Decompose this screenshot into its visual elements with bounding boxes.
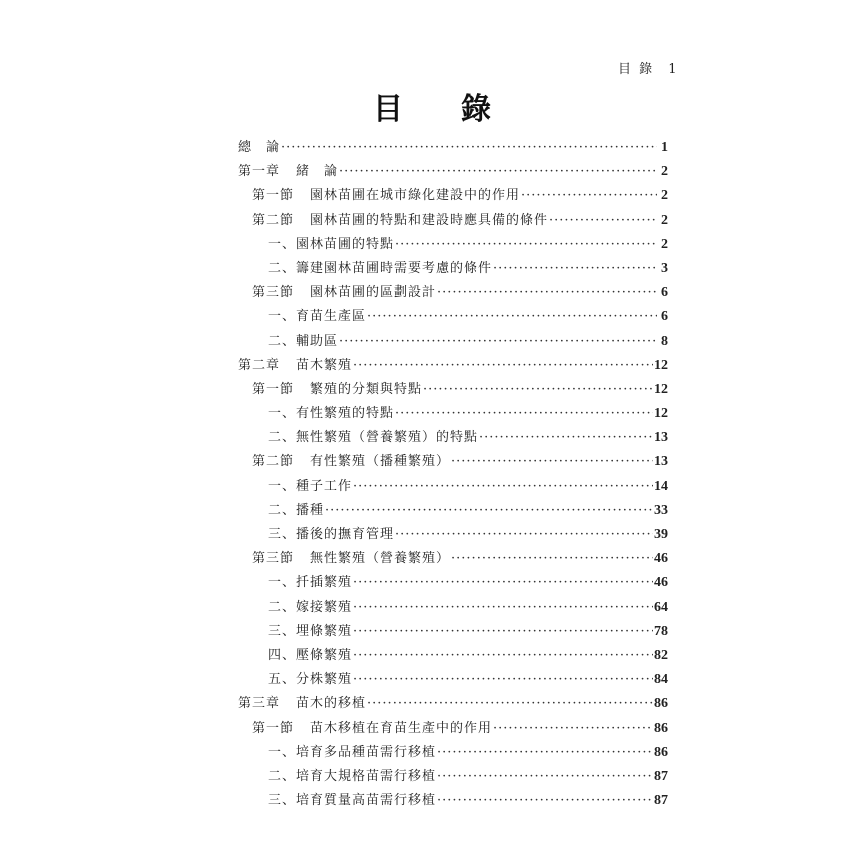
toc-entry-text: 培育多品種苗需行移植: [296, 744, 437, 760]
toc-entry-page-number: 46: [654, 575, 668, 591]
dot-leader: [493, 717, 653, 741]
toc-entry-label: [268, 257, 492, 281]
toc-entry-label: [238, 354, 352, 378]
toc-entry-page-number: 64: [654, 599, 668, 615]
dot-leader: [395, 402, 653, 426]
toc-entry-page-number: 6: [661, 285, 668, 301]
dot-leader: [395, 523, 653, 547]
table-of-contents: [238, 136, 668, 813]
toc-entry: [238, 620, 668, 644]
dot-leader: [353, 620, 653, 644]
toc-entry: [238, 523, 668, 547]
toc-entry-page-number: 3: [661, 260, 668, 276]
toc-entry-text: 園林苗圃在城市綠化建設中的作用: [310, 188, 521, 204]
dot-leader: [367, 305, 657, 329]
page-title-char-2: 錄: [461, 92, 491, 127]
toc-entry-page-number: 78: [654, 623, 668, 639]
toc-entry: [238, 305, 668, 329]
toc-entry-page-number: 86: [654, 720, 668, 736]
toc-entry-text: 無性繁殖（營養繁殖）: [310, 551, 451, 567]
toc-entry-text: 播後的撫育管理: [296, 527, 395, 542]
toc-entry-prefix: 四、: [268, 647, 297, 663]
toc-entry-page-number: 6: [661, 309, 668, 325]
toc-entry-page-number: 2: [661, 188, 668, 204]
toc-entry-page-number: 46: [654, 551, 668, 567]
toc-entry-text: 籌建園林苗圃時需要考慮的條件: [296, 260, 493, 276]
toc-entry-label: [252, 209, 548, 233]
toc-entry-page-number: 1: [661, 140, 668, 155]
dot-leader: [549, 209, 657, 233]
toc-entry-prefix: 第一節: [252, 381, 295, 397]
toc-entry-label: [268, 475, 352, 499]
toc-entry-text: 育苗生產區: [296, 309, 367, 325]
toc-entry-label: [238, 136, 280, 160]
page-title: [373, 84, 491, 128]
dot-leader: [353, 668, 653, 692]
toc-entry-page-number: 2: [661, 164, 668, 180]
toc-entry-prefix: 三、: [268, 527, 297, 542]
toc-entry-page-number: 2: [661, 236, 668, 252]
toc-entry-text: 無性繁殖（營養繁殖）的特點: [296, 430, 479, 446]
toc-entry-label: [268, 330, 338, 354]
toc-entry-prefix: 第三節: [252, 551, 295, 567]
running-header-page-number: 1: [668, 62, 679, 77]
toc-entry: [238, 499, 668, 523]
toc-entry-label: [252, 184, 520, 208]
toc-entry: [238, 354, 668, 378]
toc-entry-text: 繁殖的分類與特點: [310, 381, 423, 397]
toc-entry-prefix: 一、: [268, 478, 297, 494]
toc-entry-text: 培育大規格苗需行移植: [296, 768, 437, 784]
toc-entry: [238, 668, 668, 692]
toc-entry-page-number: 87: [654, 793, 668, 809]
toc-entry-prefix: 一、: [268, 744, 297, 760]
toc-entry-text: 園林苗圃的區劃設計: [310, 285, 437, 301]
toc-entry: [238, 765, 668, 789]
toc-entry-label: [268, 523, 394, 547]
toc-entry-text: 園林苗圃的特點和建設時應具備的條件: [310, 212, 549, 228]
dot-leader: [367, 692, 653, 716]
toc-entry: [238, 378, 668, 402]
toc-entry-label: [268, 765, 436, 789]
toc-entry-text: 埋條繁殖: [296, 623, 353, 639]
toc-entry-label: [252, 547, 450, 571]
toc-entry: [238, 233, 668, 257]
toc-entry-label: [268, 741, 436, 765]
dot-leader: [437, 741, 653, 765]
toc-entry-page-number: 2: [661, 212, 668, 228]
toc-entry-page-number: 8: [661, 333, 668, 349]
toc-entry-prefix: 一、: [268, 575, 297, 591]
dot-leader: [521, 184, 657, 208]
toc-entry: [238, 402, 668, 426]
toc-entry: [238, 741, 668, 765]
toc-entry-text: 苗木的移植: [296, 696, 367, 712]
dot-leader: [281, 136, 657, 160]
dot-leader: [395, 233, 657, 257]
toc-entry: [238, 450, 668, 474]
toc-entry: [238, 257, 668, 281]
dot-leader: [451, 547, 653, 571]
toc-entry-prefix: 第二章: [238, 357, 281, 373]
toc-entry-label: [268, 789, 436, 813]
toc-entry-text: 苗木繁殖: [296, 357, 353, 373]
toc-entry-page-number: 82: [654, 647, 668, 663]
toc-entry-prefix: 一、: [268, 406, 297, 422]
dot-leader: [325, 499, 653, 523]
toc-entry-label: [268, 668, 352, 692]
toc-entry-text: 緒 論: [296, 164, 339, 180]
dot-leader: [437, 765, 653, 789]
toc-entry-label: [268, 571, 352, 595]
running-header: [618, 58, 687, 77]
toc-entry-prefix: 二、: [268, 333, 297, 349]
toc-entry: [238, 717, 668, 741]
dot-leader: [353, 354, 653, 378]
toc-entry: [238, 644, 668, 668]
toc-entry-label: [268, 620, 352, 644]
toc-entry-page-number: 12: [654, 357, 668, 373]
toc-entry-text: 分株繁殖: [296, 672, 353, 688]
toc-entry-label: [252, 281, 436, 305]
toc-entry-label: [252, 717, 492, 741]
toc-entry-label: [268, 644, 352, 668]
toc-entry-text: 園林苗圃的特點: [296, 236, 395, 252]
running-header-section: 目 錄: [618, 62, 655, 77]
toc-entry-text: 扦插繁殖: [296, 575, 353, 591]
toc-entry-prefix: 第一章: [238, 164, 281, 180]
toc-entry-prefix: 三、: [268, 623, 297, 639]
toc-entry-label: [238, 160, 338, 184]
toc-entry-prefix: 第一節: [252, 720, 295, 736]
toc-entry: [238, 596, 668, 620]
toc-entry-page-number: 13: [654, 454, 668, 470]
toc-entry-prefix: 第一節: [252, 188, 295, 204]
dot-leader: [479, 426, 653, 450]
toc-entry: [238, 571, 668, 595]
toc-entry: [238, 547, 668, 571]
toc-entry-page-number: 13: [654, 430, 668, 446]
toc-entry-prefix: 五、: [268, 672, 297, 688]
toc-entry-label: [268, 402, 394, 426]
toc-entry-prefix: 一、: [268, 236, 297, 252]
toc-entry: [238, 160, 668, 184]
toc-entry: [238, 281, 668, 305]
toc-entry-label: [268, 596, 352, 620]
toc-entry-prefix: 二、: [268, 430, 297, 446]
dot-leader: [493, 257, 657, 281]
toc-entry: [238, 184, 668, 208]
toc-entry: [238, 209, 668, 233]
toc-entry-page-number: 33: [654, 502, 668, 518]
toc-entry-prefix: 第二節: [252, 454, 295, 470]
dot-leader: [451, 450, 653, 474]
toc-entry-prefix: 第三章: [238, 696, 281, 712]
toc-entry-prefix: 三、: [268, 793, 297, 809]
dot-leader: [353, 644, 653, 668]
page-title-char-1: 目: [373, 92, 403, 127]
toc-entry-prefix: 第二節: [252, 212, 295, 228]
toc-entry-prefix: 二、: [268, 599, 297, 615]
toc-entry-prefix: 總 論: [238, 140, 281, 155]
toc-entry: [238, 426, 668, 450]
toc-entry: [238, 136, 668, 160]
toc-entry-prefix: 第三節: [252, 285, 295, 301]
toc-entry-label: [268, 499, 324, 523]
toc-entry-text: 苗木移植在育苗生產中的作用: [310, 720, 493, 736]
dot-leader: [339, 330, 657, 354]
toc-entry-page-number: 12: [654, 381, 668, 397]
toc-entry-label: [268, 233, 394, 257]
toc-entry: [238, 330, 668, 354]
toc-entry-page-number: 14: [654, 478, 668, 494]
toc-entry: [238, 692, 668, 716]
toc-entry-prefix: 二、: [268, 768, 297, 784]
toc-entry-text: 壓條繁殖: [296, 647, 353, 663]
dot-leader: [353, 571, 653, 595]
toc-entry-label: [252, 378, 422, 402]
dot-leader: [437, 281, 657, 305]
toc-entry-prefix: 二、: [268, 502, 297, 518]
toc-entry-text: 培育質量高苗需行移植: [296, 793, 437, 809]
toc-entry-page-number: 39: [654, 527, 668, 542]
dot-leader: [353, 596, 653, 620]
toc-entry-text: 播種: [296, 502, 325, 518]
toc-entry-page-number: 12: [654, 406, 668, 422]
toc-entry-prefix: 一、: [268, 309, 297, 325]
toc-entry-page-number: 86: [654, 744, 668, 760]
dot-leader: [353, 475, 653, 499]
toc-entry: [238, 789, 668, 813]
toc-entry-text: 種子工作: [296, 478, 353, 494]
toc-entry-text: 嫁接繁殖: [296, 599, 353, 615]
toc-entry-label: [252, 450, 450, 474]
toc-entry-label: [238, 692, 366, 716]
dot-leader: [339, 160, 657, 184]
toc-entry-page-number: 84: [654, 672, 668, 688]
toc-entry-label: [268, 305, 366, 329]
dot-leader: [437, 789, 653, 813]
toc-entry-text: 輔助區: [296, 333, 339, 349]
toc-entry-prefix: 二、: [268, 260, 297, 276]
toc-entry-label: [268, 426, 478, 450]
toc-entry-page-number: 87: [654, 768, 668, 784]
toc-entry-text: 有性繁殖的特點: [296, 406, 395, 422]
toc-entry-text: 有性繁殖（播種繁殖）: [310, 454, 451, 470]
dot-leader: [423, 378, 653, 402]
toc-entry: [238, 475, 668, 499]
toc-entry-page-number: 86: [654, 696, 668, 712]
